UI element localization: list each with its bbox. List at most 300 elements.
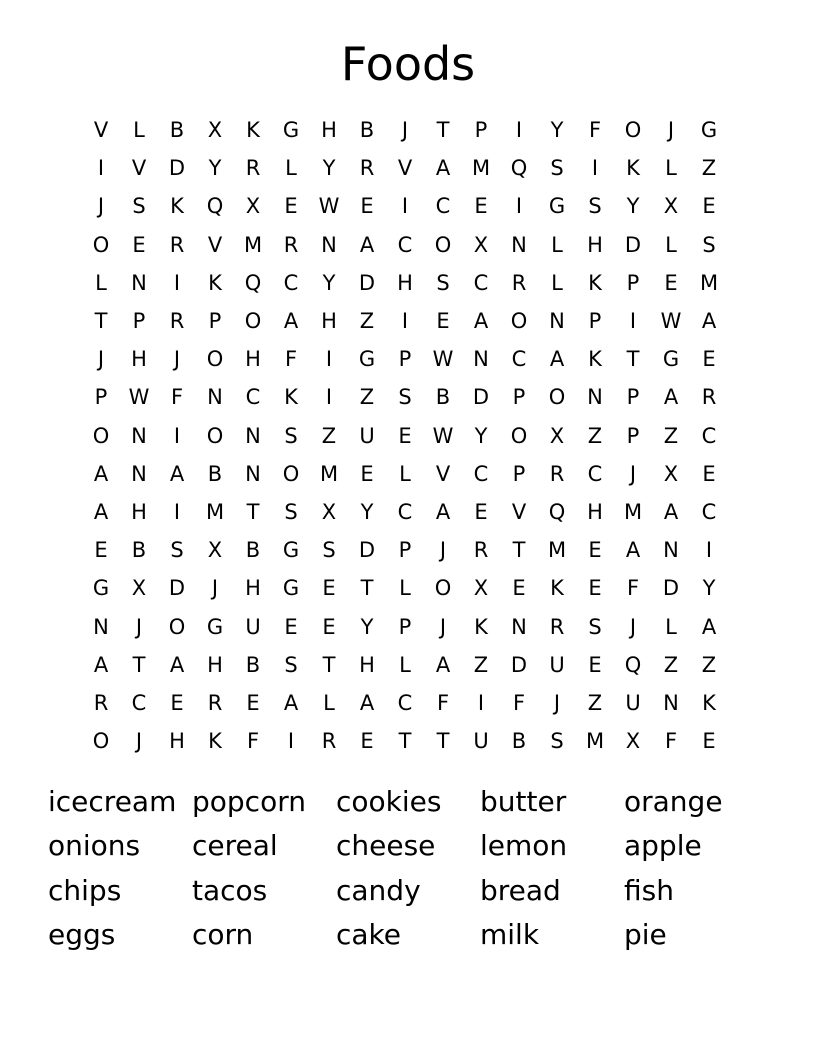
grid-letter: A xyxy=(473,309,489,334)
grid-letter: T xyxy=(246,499,260,524)
word-list-item: butter xyxy=(480,784,567,818)
grid-letter: P xyxy=(132,309,146,334)
grid-letter: R xyxy=(169,232,185,257)
grid-letter: S xyxy=(284,652,298,677)
grid-letter: E xyxy=(360,194,374,219)
grid-letter: A xyxy=(93,652,109,677)
grid-letter: E xyxy=(702,461,716,486)
word-list-item: pie xyxy=(624,918,667,952)
grid-letter: P xyxy=(512,461,526,486)
grid-letter: O xyxy=(434,232,452,257)
grid-letter: E xyxy=(246,690,260,715)
grid-letter: N xyxy=(245,423,261,448)
grid-letter: W xyxy=(432,347,454,372)
grid-letter: W xyxy=(318,194,340,219)
grid-letter: O xyxy=(624,118,642,143)
grid-letter: T xyxy=(512,538,526,563)
grid-letter: A xyxy=(283,309,299,334)
grid-letter: A xyxy=(701,309,717,334)
grid-letter: E xyxy=(170,690,184,715)
letter-grid xyxy=(82,111,728,760)
grid-letter: G xyxy=(548,194,566,219)
grid-letter: T xyxy=(436,118,450,143)
word-list-item: onions xyxy=(48,829,141,863)
grid-letter: N xyxy=(207,385,223,410)
grid-letter: E xyxy=(360,729,374,754)
grid-letter: A xyxy=(625,538,641,563)
grid-letter: H xyxy=(245,576,261,601)
grid-letter: N xyxy=(131,423,147,448)
grid-letter: I xyxy=(173,499,181,524)
grid-letter: Y xyxy=(474,423,488,448)
grid-letter: R xyxy=(549,614,565,639)
grid-letter: B xyxy=(435,385,451,410)
grid-letter: C xyxy=(435,194,451,219)
grid-letter: D xyxy=(168,576,186,601)
grid-letter: K xyxy=(588,270,602,295)
grid-letter: H xyxy=(587,499,603,524)
grid-letter: O xyxy=(434,576,452,601)
grid-letter: O xyxy=(168,614,186,639)
grid-letter: P xyxy=(398,347,412,372)
grid-letter: O xyxy=(510,423,528,448)
grid-letter: R xyxy=(701,385,717,410)
grid-letter: F xyxy=(436,690,450,715)
grid-letter: J xyxy=(629,614,637,639)
grid-letter: V xyxy=(397,156,413,181)
grid-letter: Y xyxy=(322,156,336,181)
grid-letter: L xyxy=(285,156,297,181)
grid-letter: I xyxy=(515,194,523,219)
grid-letter: E xyxy=(512,576,526,601)
grid-letter: N xyxy=(549,309,565,334)
word-list-item: tacos xyxy=(192,873,268,907)
grid-letter: L xyxy=(133,118,145,143)
grid-letter: Z xyxy=(473,652,489,677)
word-list-item: icecream xyxy=(48,784,177,818)
grid-letter: J xyxy=(135,614,143,639)
grid-letter: E xyxy=(398,423,412,448)
word-list-item: eggs xyxy=(48,918,116,952)
grid-letter: E xyxy=(664,270,678,295)
grid-letter: A xyxy=(359,690,375,715)
grid-letter: E xyxy=(284,194,298,219)
grid-letter: M xyxy=(205,499,225,524)
grid-letter: R xyxy=(283,232,299,257)
word-list-item: cookies xyxy=(336,784,442,818)
grid-letter: J xyxy=(97,347,105,372)
word-list-item: chips xyxy=(48,873,122,907)
grid-letter: K xyxy=(474,614,488,639)
grid-letter: O xyxy=(92,423,110,448)
grid-letter: V xyxy=(435,461,451,486)
grid-letter: Y xyxy=(360,614,374,639)
grid-letter: U xyxy=(549,652,565,677)
grid-letter: T xyxy=(132,652,146,677)
grid-letter: T xyxy=(360,576,374,601)
grid-letter: R xyxy=(549,461,565,486)
grid-letter: P xyxy=(626,270,640,295)
grid-letter: F xyxy=(512,690,526,715)
grid-letter: C xyxy=(397,499,413,524)
grid-letter: A xyxy=(169,461,185,486)
word-list-item: cereal xyxy=(192,829,278,863)
grid-letter: T xyxy=(626,347,640,372)
grid-letter: M xyxy=(471,156,491,181)
word-list-item: apple xyxy=(624,829,702,863)
grid-letter: H xyxy=(245,347,261,372)
grid-letter: S xyxy=(322,538,336,563)
grid-letter: P xyxy=(512,385,526,410)
grid-letter: F xyxy=(626,576,640,601)
grid-letter: E xyxy=(474,499,488,524)
grid-letter: C xyxy=(397,690,413,715)
grid-letter: S xyxy=(284,499,298,524)
grid-letter: J xyxy=(667,118,675,143)
grid-letter: F xyxy=(284,347,298,372)
word-list-item: popcorn xyxy=(192,784,306,818)
grid-letter: P xyxy=(626,385,640,410)
grid-letter: C xyxy=(701,499,717,524)
grid-letter: N xyxy=(245,461,261,486)
grid-letter: S xyxy=(398,385,412,410)
grid-letter: D xyxy=(358,270,376,295)
grid-letter: A xyxy=(701,614,717,639)
grid-letter: B xyxy=(207,461,223,486)
grid-letter: J xyxy=(629,461,637,486)
grid-letter: H xyxy=(207,652,223,677)
grid-letter: J xyxy=(97,194,105,219)
grid-letter: I xyxy=(173,270,181,295)
word-list xyxy=(48,779,768,957)
grid-letter: R xyxy=(511,270,527,295)
word-list-item: corn xyxy=(192,918,254,952)
grid-letter: P xyxy=(474,118,488,143)
grid-letter: D xyxy=(472,385,490,410)
grid-letter: D xyxy=(510,652,528,677)
grid-letter: I xyxy=(97,156,105,181)
grid-letter: G xyxy=(206,614,224,639)
grid-letter: A xyxy=(169,652,185,677)
grid-letter: C xyxy=(473,270,489,295)
grid-letter: P xyxy=(208,309,222,334)
word-list-item: orange xyxy=(624,784,723,818)
grid-letter: C xyxy=(245,385,261,410)
grid-letter: Q xyxy=(244,270,262,295)
grid-letter: Z xyxy=(359,385,375,410)
grid-letter: A xyxy=(359,232,375,257)
grid-letter: G xyxy=(282,576,300,601)
grid-letter: B xyxy=(131,538,147,563)
grid-letter: M xyxy=(585,729,605,754)
grid-letter: E xyxy=(702,347,716,372)
grid-letter: E xyxy=(474,194,488,219)
grid-letter: T xyxy=(94,309,108,334)
grid-letter: Y xyxy=(550,118,564,143)
grid-letter: X xyxy=(207,118,223,143)
grid-letter: K xyxy=(208,270,222,295)
grid-letter: E xyxy=(360,461,374,486)
grid-letter: O xyxy=(206,423,224,448)
grid-letter: C xyxy=(131,690,147,715)
grid-letter: E xyxy=(588,538,602,563)
grid-letter: H xyxy=(321,309,337,334)
grid-letter: J xyxy=(173,347,181,372)
word-list-item: candy xyxy=(336,873,421,907)
grid-letter: X xyxy=(625,729,641,754)
grid-letter: B xyxy=(245,652,261,677)
grid-letter: H xyxy=(397,270,413,295)
grid-letter: K xyxy=(702,690,716,715)
grid-letter: D xyxy=(358,538,376,563)
grid-letter: A xyxy=(283,690,299,715)
grid-letter: S xyxy=(588,614,602,639)
grid-letter: R xyxy=(93,690,109,715)
grid-letter: P xyxy=(398,614,412,639)
word-list-item: lemon xyxy=(480,829,568,863)
grid-letter: X xyxy=(131,576,147,601)
grid-letter: K xyxy=(170,194,184,219)
grid-letter: N xyxy=(131,270,147,295)
grid-letter: B xyxy=(359,118,375,143)
grid-letter: H xyxy=(359,652,375,677)
grid-letter: L xyxy=(95,270,107,295)
grid-letter: K xyxy=(550,576,564,601)
grid-letter: N xyxy=(131,461,147,486)
grid-letter: E xyxy=(588,652,602,677)
grid-letter: I xyxy=(401,194,409,219)
grid-letter: R xyxy=(169,309,185,334)
grid-letter: X xyxy=(663,194,679,219)
grid-letter: T xyxy=(322,652,336,677)
grid-letter: L xyxy=(399,576,411,601)
grid-letter: G xyxy=(662,347,680,372)
grid-letter: M xyxy=(243,232,263,257)
grid-letter: U xyxy=(359,423,375,448)
grid-letter: I xyxy=(629,309,637,334)
grid-letter: Z xyxy=(663,652,679,677)
grid-letter: X xyxy=(207,538,223,563)
word-list-item: milk xyxy=(480,918,540,952)
page-title: Foods xyxy=(340,37,476,91)
grid-letter: Z xyxy=(359,309,375,334)
grid-letter: C xyxy=(587,461,603,486)
grid-letter: I xyxy=(515,118,523,143)
grid-letter: F xyxy=(588,118,602,143)
grid-letter: P xyxy=(398,538,412,563)
grid-letter: W xyxy=(432,423,454,448)
grid-letter: E xyxy=(322,614,336,639)
grid-letter: J xyxy=(553,690,561,715)
grid-letter: I xyxy=(477,690,485,715)
grid-letter: Z xyxy=(701,156,717,181)
grid-letter: U xyxy=(245,614,261,639)
grid-letter: E xyxy=(284,614,298,639)
grid-letter: I xyxy=(325,347,333,372)
word-list-item: cake xyxy=(336,918,401,952)
grid-letter: Y xyxy=(208,156,222,181)
grid-letter: M xyxy=(699,270,719,295)
grid-letter: L xyxy=(551,232,563,257)
grid-letter: I xyxy=(705,538,713,563)
word-list-item: cheese xyxy=(336,829,436,863)
grid-letter: X xyxy=(321,499,337,524)
grid-letter: K xyxy=(208,729,222,754)
grid-letter: G xyxy=(358,347,376,372)
grid-letter: Z xyxy=(587,690,603,715)
grid-letter: S xyxy=(550,729,564,754)
grid-letter: H xyxy=(169,729,185,754)
grid-letter: O xyxy=(510,309,528,334)
grid-letter: S xyxy=(436,270,450,295)
grid-letter: A xyxy=(93,461,109,486)
grid-letter: S xyxy=(588,194,602,219)
grid-letter: N xyxy=(663,538,679,563)
grid-letter: B xyxy=(169,118,185,143)
grid-letter: O xyxy=(92,729,110,754)
grid-letter: X xyxy=(549,423,565,448)
grid-letter: O xyxy=(92,232,110,257)
grid-letter: I xyxy=(401,309,409,334)
grid-letter: E xyxy=(702,729,716,754)
grid-letter: G xyxy=(282,538,300,563)
grid-letter: T xyxy=(436,729,450,754)
word-list-item: fish xyxy=(624,873,674,907)
grid-letter: A xyxy=(549,347,565,372)
grid-letter: V xyxy=(131,156,147,181)
grid-letter: L xyxy=(399,652,411,677)
grid-letter: P xyxy=(626,423,640,448)
grid-letter: L xyxy=(665,614,677,639)
grid-letter: S xyxy=(550,156,564,181)
grid-letter: T xyxy=(398,729,412,754)
grid-letter: W xyxy=(128,385,150,410)
grid-letter: J xyxy=(439,614,447,639)
grid-letter: J xyxy=(211,576,219,601)
grid-letter: C xyxy=(473,461,489,486)
grid-letter: I xyxy=(591,156,599,181)
grid-letter: Y xyxy=(702,576,716,601)
grid-letter: U xyxy=(625,690,641,715)
grid-letter: N xyxy=(663,690,679,715)
grid-letter: Y xyxy=(360,499,374,524)
grid-letter: P xyxy=(588,309,602,334)
grid-letter: L xyxy=(399,461,411,486)
grid-letter: Q xyxy=(510,156,528,181)
grid-letter: A xyxy=(93,499,109,524)
grid-letter: Z xyxy=(663,423,679,448)
grid-letter: L xyxy=(323,690,335,715)
grid-letter: V xyxy=(207,232,223,257)
word-list-item: bread xyxy=(480,873,561,907)
grid-letter: B xyxy=(511,729,527,754)
grid-letter: Q xyxy=(548,499,566,524)
grid-letter: A xyxy=(663,499,679,524)
grid-letter: L xyxy=(665,156,677,181)
grid-letter: N xyxy=(321,232,337,257)
grid-letter: E xyxy=(436,309,450,334)
grid-letter: X xyxy=(663,461,679,486)
grid-letter: A xyxy=(663,385,679,410)
grid-letter: A xyxy=(435,499,451,524)
grid-letter: W xyxy=(660,309,682,334)
grid-letter: M xyxy=(319,461,339,486)
grid-letter: Q xyxy=(206,194,224,219)
grid-letter: N xyxy=(511,232,527,257)
grid-letter: M xyxy=(547,538,567,563)
grid-letter: S xyxy=(284,423,298,448)
grid-letter: V xyxy=(511,499,527,524)
grid-letter: I xyxy=(287,729,295,754)
grid-letter: E xyxy=(702,194,716,219)
grid-letter: O xyxy=(206,347,224,372)
grid-letter: G xyxy=(282,118,300,143)
grid-letter: R xyxy=(245,156,261,181)
grid-letter: X xyxy=(245,194,261,219)
grid-letter: O xyxy=(244,309,262,334)
grid-letter: O xyxy=(548,385,566,410)
grid-letter: S xyxy=(702,232,716,257)
grid-letter: V xyxy=(93,118,109,143)
grid-letter: X xyxy=(473,576,489,601)
grid-letter: Y xyxy=(626,194,640,219)
grid-letter: S xyxy=(132,194,146,219)
grid-letter: E xyxy=(132,232,146,257)
grid-letter: F xyxy=(170,385,184,410)
grid-letter: H xyxy=(321,118,337,143)
grid-letter: O xyxy=(282,461,300,486)
grid-letter: C xyxy=(397,232,413,257)
grid-letter: N xyxy=(511,614,527,639)
grid-letter: K xyxy=(284,385,298,410)
grid-letter: M xyxy=(623,499,643,524)
grid-letter: Q xyxy=(624,652,642,677)
grid-letter: C xyxy=(511,347,527,372)
grid-letter: L xyxy=(551,270,563,295)
grid-letter: X xyxy=(473,232,489,257)
grid-letter: F xyxy=(246,729,260,754)
grid-letter: R xyxy=(473,538,489,563)
grid-letter: N xyxy=(587,385,603,410)
grid-letter: K xyxy=(246,118,260,143)
grid-letter: Z xyxy=(587,423,603,448)
grid-letter: J xyxy=(401,118,409,143)
grid-letter: N xyxy=(93,614,109,639)
grid-letter: K xyxy=(626,156,640,181)
grid-letter: Z xyxy=(701,652,717,677)
grid-letter: H xyxy=(131,499,147,524)
grid-letter: F xyxy=(664,729,678,754)
grid-letter: E xyxy=(94,538,108,563)
grid-letter: D xyxy=(662,576,680,601)
grid-letter: G xyxy=(92,576,110,601)
grid-letter: N xyxy=(473,347,489,372)
grid-letter: E xyxy=(588,576,602,601)
grid-letter: D xyxy=(168,156,186,181)
grid-letter: L xyxy=(665,232,677,257)
grid-letter: H xyxy=(587,232,603,257)
grid-letter: G xyxy=(700,118,718,143)
grid-letter: R xyxy=(321,729,337,754)
grid-letter: J xyxy=(135,729,143,754)
grid-letter: R xyxy=(359,156,375,181)
grid-letter: Z xyxy=(321,423,337,448)
grid-letter: Y xyxy=(322,270,336,295)
grid-letter: H xyxy=(131,347,147,372)
grid-letter: U xyxy=(473,729,489,754)
grid-letter: B xyxy=(245,538,261,563)
grid-letter: A xyxy=(435,156,451,181)
